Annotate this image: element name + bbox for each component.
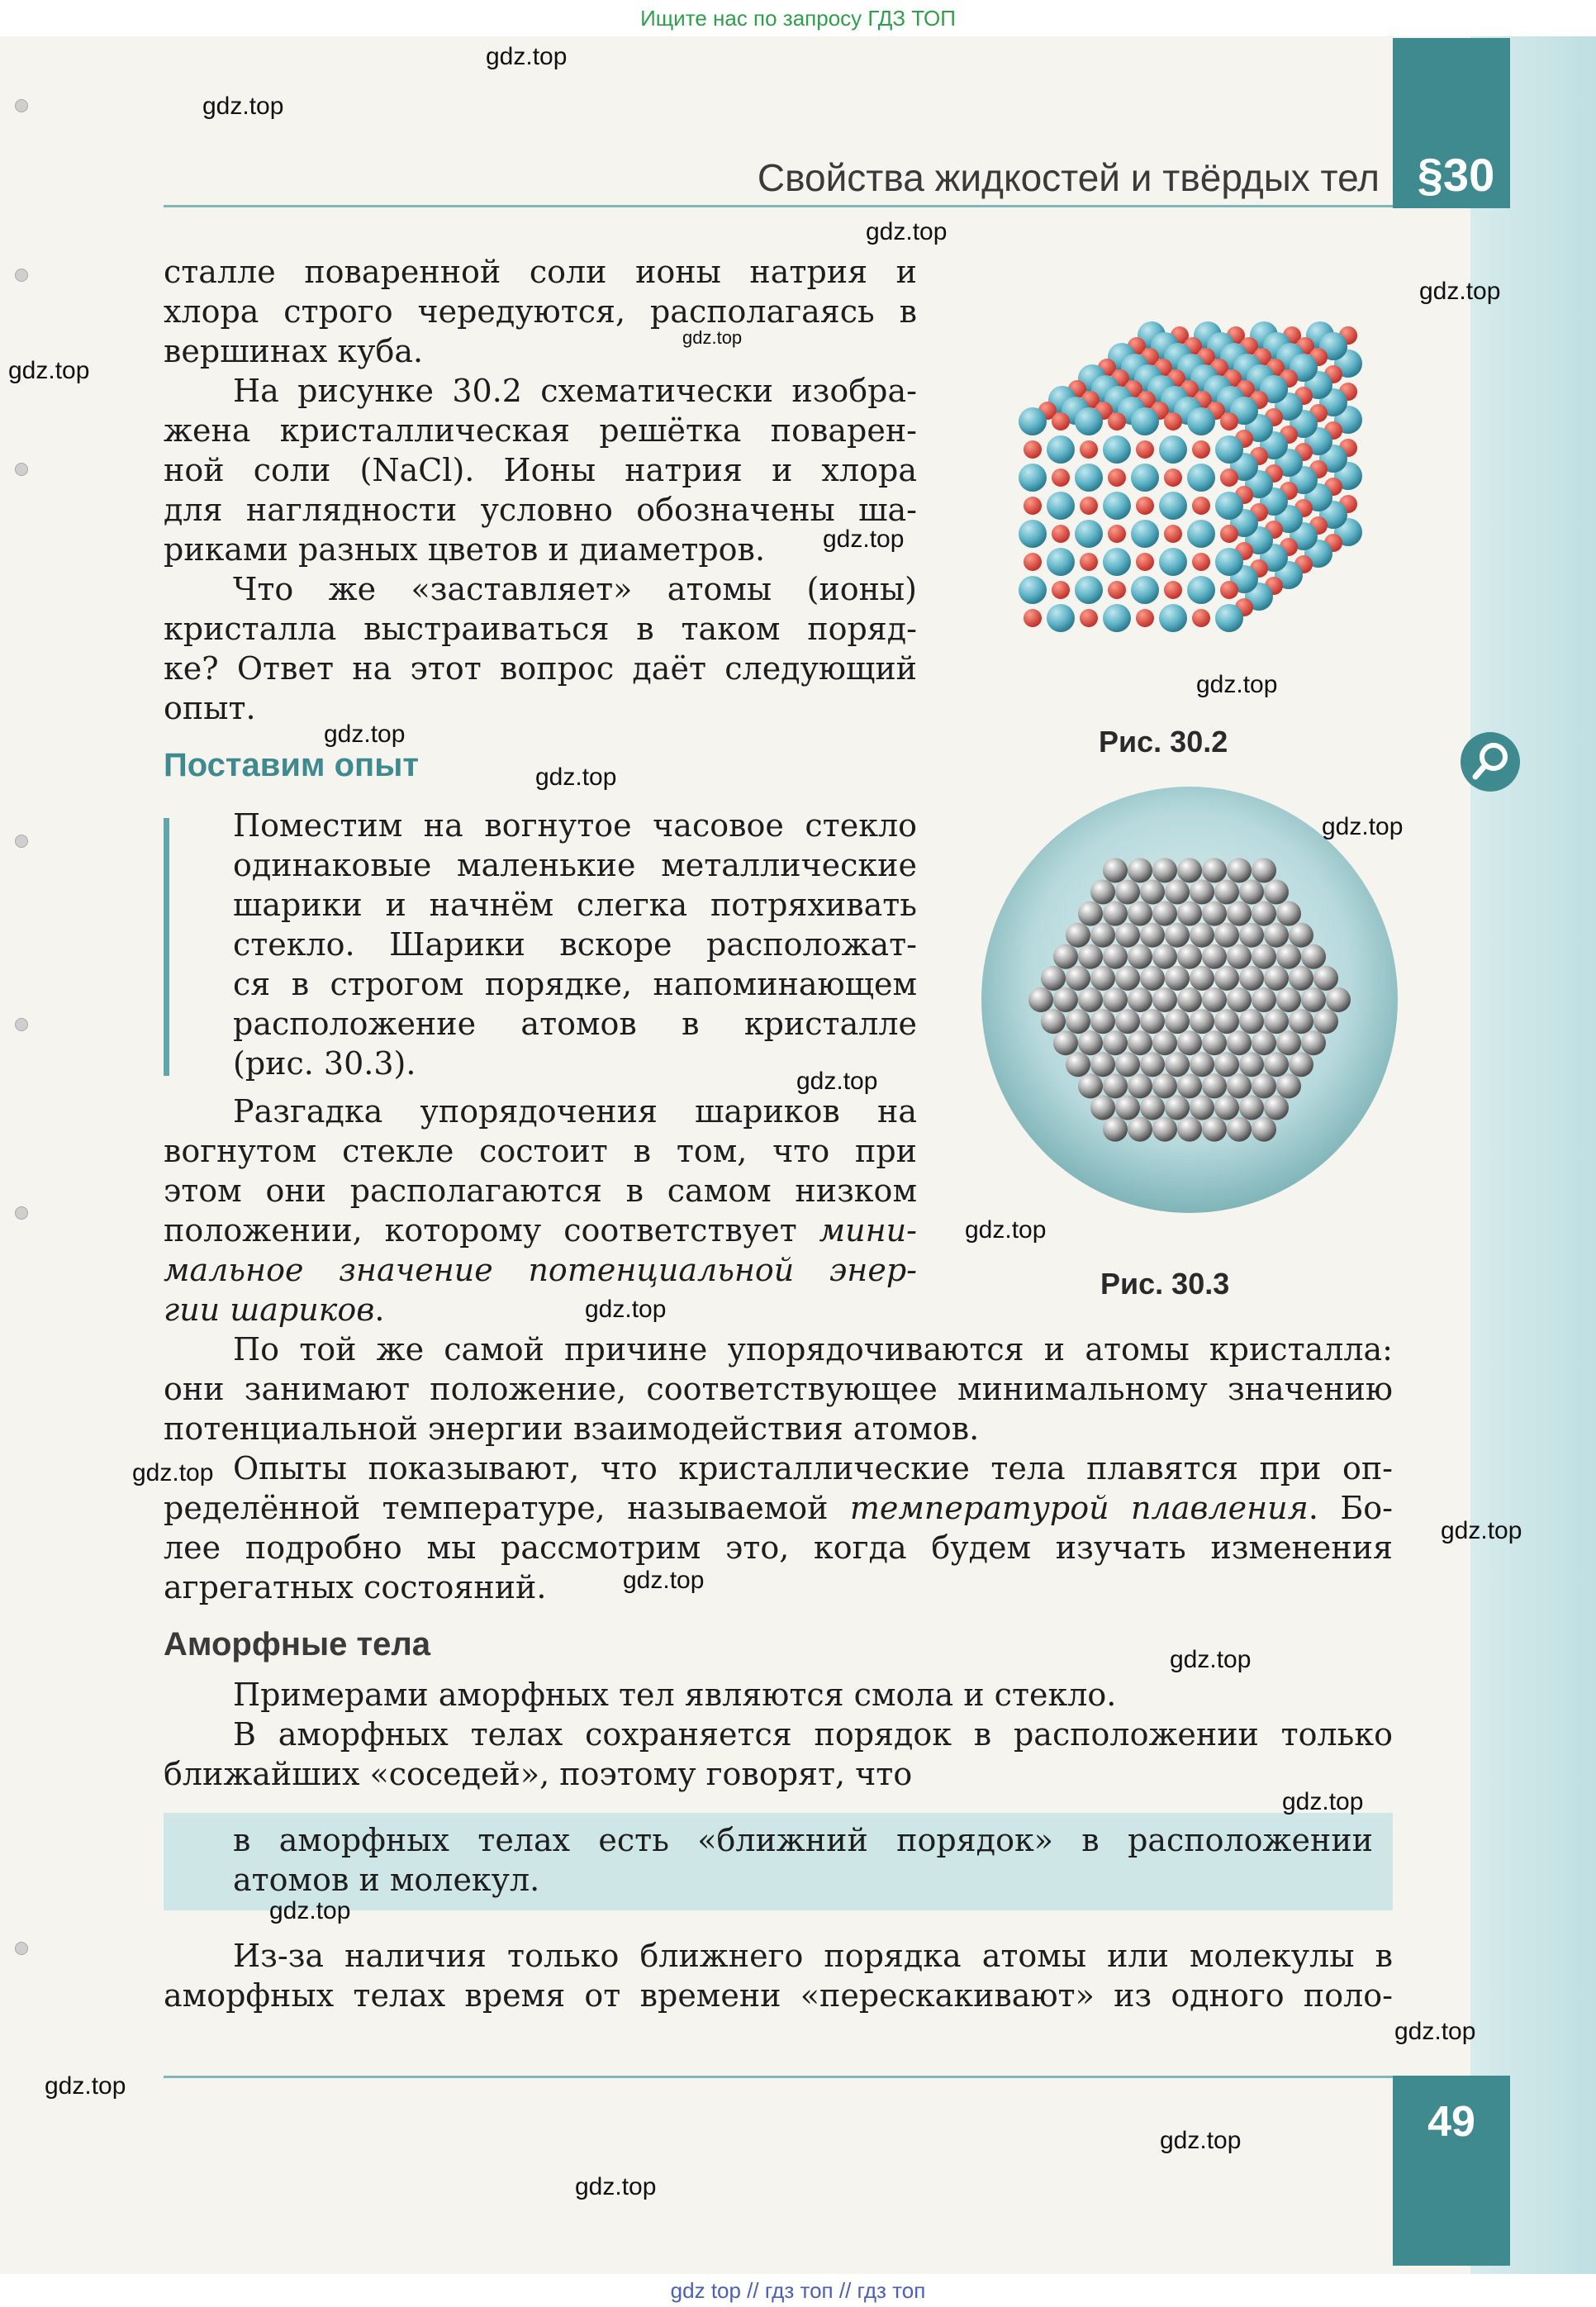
chlorine-ion [1131, 464, 1159, 492]
metal-ball [1190, 1009, 1214, 1034]
sodium-ion [1220, 581, 1238, 599]
watermark: gdz.top [1394, 2018, 1476, 2045]
para-line: вогнутом стекле состоит в том, что при [164, 1133, 917, 1169]
metal-ball [1128, 1117, 1152, 1142]
watermark: gdz.top [45, 2072, 126, 2100]
para-line: опыт. [164, 690, 256, 726]
metal-ball [1103, 1117, 1128, 1142]
metal-ball [1252, 944, 1276, 969]
metal-ball [1152, 901, 1177, 926]
metal-ball [1177, 1073, 1202, 1098]
metal-ball [1239, 923, 1264, 948]
metal-ball [1264, 880, 1289, 905]
watermark: gdz.top [796, 1068, 878, 1095]
metal-ball [1152, 858, 1177, 882]
metal-ball [1227, 901, 1252, 926]
metal-ball [1252, 987, 1276, 1012]
callout-line: в аморфных телах есть «ближний порядок» в расположении [233, 1822, 1373, 1858]
footer-rule [164, 2076, 1393, 2078]
binder-hole [15, 463, 28, 476]
sodium-ion [1080, 609, 1098, 627]
sodium-ion [1220, 469, 1238, 487]
metal-ball [1214, 1096, 1239, 1120]
para-line: гии шариков. [164, 1291, 385, 1328]
watch-glass-balls-figure [975, 785, 1404, 1231]
metal-ball [1165, 966, 1190, 991]
para-line: сталле поваренной соли ионы натрия и [164, 254, 917, 290]
metal-ball [1115, 1052, 1140, 1077]
metal-ball [1078, 1030, 1103, 1055]
metal-ball [1090, 1009, 1115, 1034]
metal-ball [1276, 1030, 1301, 1055]
metal-ball [1177, 1117, 1202, 1142]
para-line: кристалла выстраиваться в таком поряд- [164, 611, 917, 647]
metal-ball [1252, 1117, 1276, 1142]
chlorine-ion [1159, 604, 1187, 632]
watermark: gdz.top [132, 1459, 214, 1486]
metal-ball [1140, 1009, 1165, 1034]
chlorine-ion [1075, 464, 1103, 492]
metal-ball [1227, 858, 1252, 882]
metal-ball [1128, 858, 1152, 882]
chlorine-ion [1159, 548, 1187, 576]
metal-ball [1103, 987, 1128, 1012]
sodium-ion [1164, 581, 1182, 599]
metal-ball [1313, 966, 1338, 991]
metal-ball [1202, 944, 1227, 969]
metal-ball [1128, 901, 1152, 926]
metal-ball [1214, 1009, 1239, 1034]
running-title: Свойства жидкостей и твёрдых тел [757, 156, 1380, 199]
metal-ball [1066, 1052, 1090, 1077]
metal-ball [1202, 1117, 1227, 1142]
top-banner[interactable]: Ищите нас по запросу ГДЗ ТОП [640, 6, 956, 31]
chlorine-ion [1187, 464, 1215, 492]
metal-ball [1066, 1009, 1090, 1034]
page-edge-strip [1470, 36, 1596, 2274]
metal-ball [1252, 1073, 1276, 1098]
experiment-marker [164, 818, 169, 1076]
experiment-line: расположение атомов в кристалле [233, 1006, 917, 1042]
metal-ball [1115, 880, 1140, 905]
chlorine-ion [1187, 407, 1215, 435]
metal-ball [1301, 1030, 1326, 1055]
chlorine-ion [1215, 548, 1243, 576]
metal-ball [1090, 966, 1115, 991]
para-line: хлора строго чередуются, располагаясь в [164, 293, 917, 330]
figure-caption-30-2: Рис. 30.2 [1099, 725, 1228, 759]
binder-hole [15, 1942, 28, 1955]
metal-ball [1190, 1096, 1214, 1120]
sodium-ion [1192, 609, 1210, 627]
watermark: gdz.top [1441, 1517, 1522, 1544]
para-line: ной соли (NaCl). Ионы натрия и хлора [164, 452, 917, 488]
para-line: Опыты показывают, что кристаллические тела плавятся при оп- [233, 1450, 1393, 1486]
metal-ball [1289, 923, 1313, 948]
metal-ball [1041, 1009, 1066, 1034]
chlorine-ion [1131, 576, 1159, 604]
metal-ball [1053, 987, 1078, 1012]
sodium-ion [1164, 412, 1182, 430]
chlorine-ion [1019, 520, 1047, 548]
chlorine-ion [1103, 604, 1131, 632]
metal-ball [1053, 944, 1078, 969]
metal-ball [1289, 1009, 1313, 1034]
metal-ball [1264, 1052, 1289, 1077]
watermark: gdz.top [1419, 278, 1501, 305]
chlorine-ion [1075, 520, 1103, 548]
para-line: ке? Ответ на этот вопрос даёт следующий [164, 650, 917, 687]
para-line: лее подробно мы рассмотрим это, когда будем изучать изменения [164, 1529, 1393, 1566]
metal-ball [1152, 1030, 1177, 1055]
metal-ball [1078, 1073, 1103, 1098]
metal-ball [1041, 966, 1066, 991]
sodium-ion [1136, 609, 1154, 627]
metal-ball [1239, 1096, 1264, 1120]
metal-ball [1103, 858, 1128, 882]
header-rule [164, 205, 1393, 207]
sodium-ion [1108, 412, 1126, 430]
sodium-ion [1136, 440, 1154, 459]
watermark: gdz.top [324, 721, 406, 748]
metal-ball [1103, 1073, 1128, 1098]
chlorine-ion [1159, 492, 1187, 520]
watermark: gdz.top [866, 218, 948, 245]
metal-ball [1177, 944, 1202, 969]
para-line: ределённой температуре, называемой температурой плавления. Бо- [164, 1490, 1393, 1526]
para-line: положении, которому соответствует мини- [164, 1212, 917, 1249]
sodium-ion [1080, 440, 1098, 459]
metal-ball [1078, 944, 1103, 969]
metal-ball [1115, 966, 1140, 991]
sodium-ion [1108, 581, 1126, 599]
watermark: gdz.top [623, 1567, 705, 1594]
metal-ball [1177, 987, 1202, 1012]
para-line: вершинах куба. [164, 333, 424, 369]
chlorine-ion [1159, 435, 1187, 464]
sodium-ion [1108, 469, 1126, 487]
chlorine-ion [1103, 548, 1131, 576]
metal-ball [1252, 1030, 1276, 1055]
para-line: В аморфных телах сохраняется порядок в расположении только [233, 1716, 1393, 1753]
chlorine-ion [1187, 520, 1215, 548]
para-line: этом они располагаются в самом низком [164, 1173, 917, 1209]
metal-ball [1202, 1030, 1227, 1055]
watermark: gdz.top [1160, 2127, 1242, 2154]
sodium-ion [1052, 525, 1070, 543]
metal-ball [1128, 987, 1152, 1012]
watermark: gdz.top [1170, 1646, 1252, 1673]
para-line: Разгадка упорядочения шариков на [233, 1093, 917, 1130]
metal-ball [1152, 944, 1177, 969]
metal-ball [1289, 1052, 1313, 1077]
chlorine-ion [1019, 576, 1047, 604]
metal-ball [1152, 1117, 1177, 1142]
metal-ball [1264, 1096, 1289, 1120]
callout-line: атомов и молекул. [233, 1862, 540, 1898]
para-line: аморфных телах время от времени «перескакивают» из одного поло- [164, 1977, 1393, 2014]
bottom-banner[interactable]: gdz top // гдз топ // гдз топ [670, 2278, 926, 2303]
metal-ball [1165, 1052, 1190, 1077]
chlorine-ion [1131, 407, 1159, 435]
metal-ball [1165, 1096, 1190, 1120]
para-line: риками разных цветов и диаметров. [164, 531, 766, 568]
metal-ball [1140, 923, 1165, 948]
watermark: gdz.top [575, 2173, 657, 2200]
experiment-line: одинаковые маленькие металлические [233, 847, 917, 883]
para-line: жена кристаллическая решётка поварен- [164, 412, 917, 449]
metal-ball [1227, 944, 1252, 969]
metal-ball [1276, 1073, 1301, 1098]
metal-ball [1276, 944, 1301, 969]
metal-ball [1078, 901, 1103, 926]
para-line: Из-за наличия только ближнего порядка атомы или молекулы в [233, 1938, 1393, 1974]
sodium-ion [1024, 609, 1042, 627]
heading-amorphous: Аморфные тела [164, 1626, 430, 1662]
experiment-line: (рис. 30.3). [233, 1045, 416, 1082]
para-line: для наглядности условно обозначены ша- [164, 492, 917, 528]
metal-ball [1276, 901, 1301, 926]
para-line: агрегатных состояний. [164, 1569, 547, 1605]
watermark: gdz.top [1282, 1788, 1364, 1815]
sodium-ion [1192, 440, 1210, 459]
metal-ball [1214, 923, 1239, 948]
chlorine-ion [1215, 604, 1243, 632]
metal-ball [1090, 923, 1115, 948]
metal-ball [1202, 901, 1227, 926]
metal-ball [1227, 1073, 1252, 1098]
sodium-ion [1024, 497, 1042, 515]
binder-hole [15, 99, 28, 112]
para-line: На рисунке 30.2 схематически изобра- [233, 373, 917, 409]
metal-ball [1214, 966, 1239, 991]
metal-ball [1078, 987, 1103, 1012]
metal-ball [1165, 923, 1190, 948]
chlorine-ion [1075, 407, 1103, 435]
metal-ball [1252, 901, 1276, 926]
chlorine-ion [1019, 464, 1047, 492]
watermark: gdz.top [535, 763, 617, 791]
metal-ball [1177, 858, 1202, 882]
metal-ball [1301, 944, 1326, 969]
metal-ball [1028, 987, 1053, 1012]
binder-hole [15, 835, 28, 848]
metal-ball [1239, 966, 1264, 991]
chlorine-ion [1187, 576, 1215, 604]
metal-ball [1115, 1096, 1140, 1120]
sodium-ion [1136, 553, 1154, 571]
metal-ball [1264, 923, 1289, 948]
watermark: gdz.top [585, 1296, 667, 1323]
watermark: gdz.top [202, 93, 284, 120]
watermark: gdz.top [682, 327, 743, 348]
metal-ball [1190, 880, 1214, 905]
sodium-ion [1024, 440, 1042, 459]
metal-ball [1140, 880, 1165, 905]
metal-ball [1128, 1073, 1152, 1098]
binder-hole [15, 1206, 28, 1220]
experiment-line: стекло. Шарики вскоре расположат- [233, 926, 917, 963]
chlorine-ion [1215, 435, 1243, 464]
metal-ball [1103, 944, 1128, 969]
metal-ball [1202, 987, 1227, 1012]
sodium-ion [1080, 553, 1098, 571]
sodium-ion [1220, 412, 1238, 430]
watermark: gdz.top [486, 43, 568, 70]
watermark: gdz.top [269, 1897, 351, 1924]
binder-hole [15, 1018, 28, 1031]
metal-ball [1152, 1073, 1177, 1098]
metal-ball [1115, 923, 1140, 948]
sodium-ion [1052, 412, 1070, 430]
chlorine-ion [1047, 604, 1075, 632]
metal-ball [1115, 1009, 1140, 1034]
chlorine-ion [1215, 492, 1243, 520]
para-line: Что же «заставляет» атомы (ионы) [233, 571, 917, 607]
sodium-ion [1164, 469, 1182, 487]
watermark: gdz.top [1196, 671, 1278, 698]
metal-ball [1140, 966, 1165, 991]
metal-ball [1165, 1009, 1190, 1034]
sodium-ion [1136, 497, 1154, 515]
sodium-ion [1052, 469, 1070, 487]
chlorine-ion [1075, 576, 1103, 604]
sodium-ion [1192, 497, 1210, 515]
chlorine-ion [1047, 548, 1075, 576]
section-number: §30 [1417, 149, 1495, 201]
metal-ball [1227, 987, 1252, 1012]
watermark: gdz.top [823, 526, 905, 553]
metal-ball [1190, 966, 1214, 991]
metal-ball [1103, 1030, 1128, 1055]
metal-ball [1140, 1096, 1165, 1120]
sodium-ion [1220, 525, 1238, 543]
metal-ball [1239, 1052, 1264, 1077]
chlorine-ion [1019, 407, 1047, 435]
metal-ball [1264, 1009, 1289, 1034]
sodium-ion [1052, 581, 1070, 599]
metal-ball [1177, 901, 1202, 926]
experiment-line: Поместим на вогнутое часовое стекло [233, 807, 917, 844]
metal-ball [1066, 923, 1090, 948]
magnifier-icon[interactable] [1461, 732, 1520, 792]
para-line: потенциальной энергии взаимодействия атомов. [164, 1410, 980, 1447]
sodium-ion [1108, 525, 1126, 543]
metal-ball [1090, 1052, 1115, 1077]
watermark: gdz.top [8, 357, 90, 384]
metal-ball [1190, 1052, 1214, 1077]
watermark: gdz.top [965, 1216, 1047, 1244]
sodium-ion [1192, 553, 1210, 571]
para-line: мальное значение потенциальной энер- [164, 1252, 917, 1288]
metal-ball [1214, 880, 1239, 905]
para-line: ближайших «соседей», поэтому говорят, что [164, 1756, 913, 1792]
experiment-line: ся в строгом порядке, напоминающем [233, 966, 917, 1002]
sodium-ion [1164, 525, 1182, 543]
metal-ball [1190, 923, 1214, 948]
watermark: gdz.top [1322, 813, 1404, 840]
metal-ball [1301, 987, 1326, 1012]
metal-ball [1152, 987, 1177, 1012]
chlorine-ion [1131, 520, 1159, 548]
metal-ball [1289, 966, 1313, 991]
metal-ball [1128, 1030, 1152, 1055]
metal-ball [1177, 1030, 1202, 1055]
sodium-ion [1024, 553, 1042, 571]
metal-ball [1227, 1030, 1252, 1055]
chlorine-ion [1047, 435, 1075, 464]
metal-ball [1214, 1052, 1239, 1077]
chlorine-ion [1103, 435, 1131, 464]
page-number: 49 [1427, 2098, 1475, 2146]
metal-ball [1313, 1009, 1338, 1034]
binder-hole [15, 269, 28, 282]
chlorine-ion [1103, 492, 1131, 520]
metal-ball [1066, 966, 1090, 991]
metal-ball [1090, 1096, 1115, 1120]
metal-ball [1264, 966, 1289, 991]
metal-ball [1053, 1030, 1078, 1055]
metal-ball [1239, 1009, 1264, 1034]
experiment-line: шарики и начнём слегка потряхивать [233, 887, 917, 923]
metal-ball [1165, 880, 1190, 905]
figure-caption-30-3: Рис. 30.3 [1100, 1267, 1230, 1301]
nacl-crystal-lattice-figure [975, 281, 1388, 678]
metal-ball [1276, 987, 1301, 1012]
metal-ball [1140, 1052, 1165, 1077]
para-line: Примерами аморфных тел являются смола и стекло. [233, 1677, 1117, 1713]
metal-ball [1326, 987, 1351, 1012]
metal-ball [1227, 1117, 1252, 1142]
metal-ball [1252, 858, 1276, 882]
metal-ball [1128, 944, 1152, 969]
metal-ball [1202, 858, 1227, 882]
para-line: они занимают положение, соответствующее минимальному значению [164, 1371, 1393, 1407]
metal-ball [1090, 880, 1115, 905]
sodium-ion [1080, 497, 1098, 515]
metal-ball [1103, 901, 1128, 926]
chlorine-ion [1047, 492, 1075, 520]
metal-ball [1202, 1073, 1227, 1098]
heading-experiment: Поставим опыт [164, 747, 419, 783]
para-line: По той же самой причине упорядочиваются и атомы кристалла: [233, 1331, 1393, 1368]
metal-ball [1239, 880, 1264, 905]
